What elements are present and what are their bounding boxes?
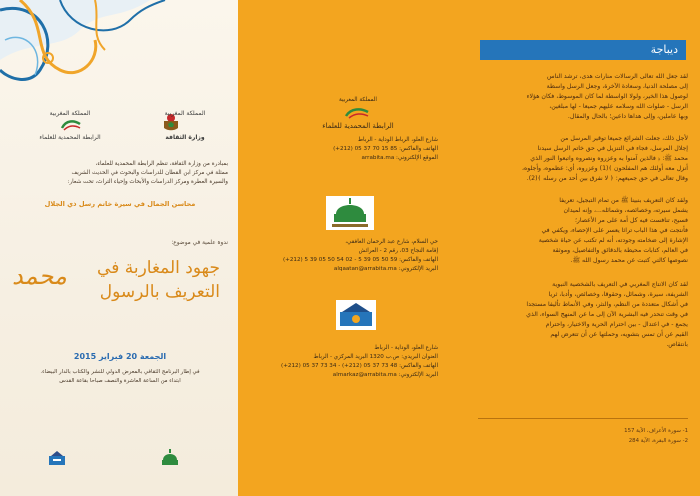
title-line-2: التعريف بالرسول (99, 282, 220, 302)
para-4-line-7: بانتقاص. (666, 341, 688, 348)
org2-line-1: حي السلام، شارع عبد الرحمان الغافقي، (345, 239, 438, 245)
org2-line-4: البريد الإلكتروني: alqaatan@arrabita.ma (333, 266, 438, 272)
org1-name: الرابطة المحمدية للعلماء (322, 122, 394, 130)
para-3-line-3: فسيح، تنافست فيه كل أمة على مر الأعصار؛ (574, 217, 688, 224)
para-4-line-2: الشريفة، سيرة، وشمائل، وحقوقا، وخصائص، وأدبا، ثريا (548, 291, 688, 298)
para-2-line-4: أنزل معه أولئك هم المفلحون ﴾(1) وعزروه، أي: عظموه، وأجلوه، (522, 165, 688, 172)
gov-right-title: المملكة المغربية (164, 110, 206, 117)
rabita-logo-icon (60, 118, 82, 132)
org1-line-2: الهاتف والفاكس: 85 15 70 37 05 (212+) (333, 146, 438, 152)
venue-line-2: ابتداء من الساعة العاشرة والنصف صباحا بقاعة القدس (59, 378, 181, 384)
para-3-line-7: نصوصها كالتي كتبت عن محمد رسول الله ﷺ. (570, 257, 688, 264)
para-3-line-6: في العالم، كتابات محيطة بالدقائق والتفاصيل، وموثقة (552, 247, 688, 254)
intro-line-2: ممثلة في مركز ابن القطان للدراسات والبحوث في الحديث الشريف (71, 170, 228, 176)
gov-left-org: الرابطة المحمدية للعلماء (39, 134, 101, 141)
para-3-line-1: ولقد كان التعريف بنبينا ﷺ من تمام التبجيل، تعريفا (559, 197, 688, 204)
event-date: الجمعة 20 فبراير 2015 (73, 352, 167, 361)
para-2-line-1: لأجل ذلك، جعلت الشرائع جميعا توقير المرسل من (560, 135, 688, 142)
para-4-line-4: في وقت تنحدر فيه البشرية الآن إلى ما عن المنهج السواء، الذي (526, 311, 688, 318)
org2-line-2: إقامة النجاح 03، رقم 2 - العرائش (358, 248, 438, 254)
org3-line-4: البريد الإلكتروني: almarkaz@arrabita.ma (332, 372, 438, 378)
markaz-small-logo-icon (48, 450, 66, 466)
event-theme: محاسن الجمال في سيرة خاتم رسل ذي الجلال (44, 200, 196, 208)
footnote-rule (478, 418, 688, 419)
org1-title: المملكة المغربية (339, 97, 377, 103)
gov-left-title: المملكة المغربية (49, 110, 91, 117)
org3-line-2: العنوان البريدي: ص.ب 1320 البريد المركزي - الرباط (313, 354, 438, 360)
para-3-line-4: فأنتجت في هذا الباب تراثا يعسر على الإحصاء، ويكفي في (541, 227, 688, 234)
para-1-line-4: الرسل - صلوات الله وسلامه عليهم جميعا - لها مبلغين، (549, 103, 688, 110)
para-1-line-3: لوصول هذا الخير، ولولا الواسطة لما كان الموسوط، فكان هؤلاء (526, 93, 688, 100)
title-line-1: جهود المغاربة في (97, 258, 220, 278)
rabita-logo-icon (344, 106, 370, 120)
footnote-1: 1- سورة الأعراف، الآية 157 (624, 428, 688, 434)
calligraphy-name: محمد (12, 262, 67, 290)
para-1-line-1: لقد جعل الله تعالى الرسالات منارات هدى، ترشد الناس (547, 73, 688, 80)
org2-line-3: الهاتف والفاكس: 59 50 05 39 5 - 02 54 50 05 39 5 (212+) (282, 257, 438, 263)
para-1-line-5: وبها عاملين، وإلى هداها داعين؛ بالحال والمقال. (567, 113, 688, 120)
para-1-line-2: إلى مصلحة الدنيا، وسعادة الآخرة، وجعل الرسل واسطة (546, 83, 688, 90)
para-3-line-2: يشمل سيرته، وخصائصه، وشمائله...، وإنه لميدان (563, 207, 688, 214)
contacts-panel (238, 0, 466, 496)
cover-panel (0, 0, 238, 496)
para-4-line-1: لقد كان الانتاج المغربي في التعريف بالشخصية النبوية (552, 281, 688, 288)
ibn-qattan-small-logo-icon (160, 448, 180, 466)
ibn-qattan-center-logo-icon (326, 196, 374, 230)
seminar-label: ندوة علمية في موضوع: (171, 240, 228, 246)
intro-line-1: بمبادرة من وزارة الثقافة، تنظم الرابطة المحمدية للعلماء، (95, 161, 228, 167)
para-4-line-5: يجمع - في اعتدال - بين احترام الحرية والاختيار، واحترام (545, 321, 688, 328)
venue-line-1: في إطار البرنامج الثقافي بالمعرض الدولي للنشر والكتاب بالدار البيضاء. (40, 369, 200, 375)
intro-line-3: والسيرة العطرة ومركز الدراسات والأبحاث وإحياء التراث، تحت شعار: (67, 179, 228, 185)
para-2-line-2: إجلال المرسل، فجاء في التنزيل في حق خاتم الرسل سيدنا (537, 145, 688, 152)
para-4-line-6: القيم عن أن تمس بتشويه، وحملتها عن أن تتعرض لهم (550, 331, 688, 338)
org3-line-3: الهاتف والفاكس: 48 73 37 05 (212+) - 34 73 37 05 (212+) (281, 363, 438, 369)
preamble-heading: ديباجة (650, 43, 678, 56)
para-4-line-3: في أشكال متعددة من النظم، والنثر، وفي الأنماط تأليفا مستجدا (526, 301, 688, 308)
arabesque-ornament-icon (0, 0, 238, 100)
org1-line-1: شارع العلو، الرباط الوداية - الرباط (357, 137, 438, 143)
org3-line-1: شارع العلو، الوداية - الرباط (374, 345, 438, 351)
para-2-line-5: وقال تعالى في حق جميعهم: ﴿ لا نفرق بين أحد من رسله ﴾(2). (526, 175, 688, 182)
gov-right-org: وزارة الثقافة (165, 134, 205, 141)
para-2-line-3: محمد ﷺ: ﴿ فالذين آمنوا به وعزروه ونصروه واتبعوا النور الذي (530, 155, 688, 162)
org1-line-3: الموقع الإلكتروني: arrabita.ma (361, 155, 438, 161)
para-3-line-5: الإشارة إلى ضخامته وجودته، أنه لم تكتب عن حياة شخصية (538, 237, 688, 244)
preamble-panel (466, 0, 700, 496)
footnote-2: 2- سورة البقرة، الآية 284 (628, 438, 688, 444)
markaz-center-logo-icon (336, 300, 376, 330)
